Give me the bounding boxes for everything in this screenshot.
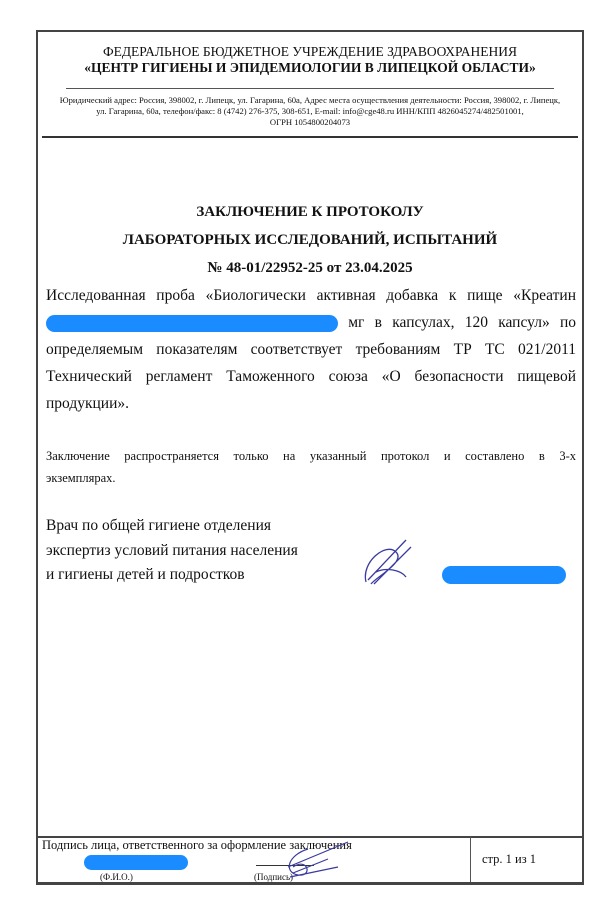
signature-mark-footer bbox=[268, 837, 358, 882]
page-number: стр. 1 из 1 bbox=[482, 852, 537, 866]
address-block bbox=[44, 95, 576, 128]
signature-mark bbox=[356, 532, 416, 592]
responsible-label: Подпись лица, ответственного за оформление заключения bbox=[42, 838, 352, 852]
conclusion-line: продукции». bbox=[46, 395, 130, 412]
signature-caption: (Подпись) bbox=[254, 872, 294, 882]
conclusion-text-part: мг в капсулах, 120 капсул» по bbox=[348, 314, 576, 331]
document-frame bbox=[36, 30, 584, 885]
org-line-2: «ЦЕНТР ГИГИЕНЫ И ЭПИДЕМИОЛОГИИ В ЛИПЕЦКОЙ ОБЛАСТИ» bbox=[84, 60, 536, 75]
footer-column-divider bbox=[470, 836, 471, 882]
header-divider bbox=[66, 88, 554, 89]
signer-line: экспертиз условий питания населения bbox=[46, 541, 298, 559]
conclusion-line: Технический регламент Таможенного союза «О безопасности пищевой bbox=[46, 368, 576, 385]
conclusion-line: определяемым показателям соответствует требованиям ТР ТС 021/2011 bbox=[46, 341, 576, 358]
header-bottom-rule bbox=[42, 136, 578, 138]
org-line-1: ФЕДЕРАЛЬНОЕ БЮДЖЕТНОЕ УЧРЕЖДЕНИЕ ЗДРАВООХРАНЕНИЯ bbox=[102, 44, 518, 59]
signer-line: и гигиены детей и подростков bbox=[46, 566, 245, 583]
doc-title-2: ЛАБОРАТОРНЫХ ИССЛЕДОВАНИЙ, ИСПЫТАНИЙ bbox=[122, 232, 498, 248]
protocol-number: № 48-01/22952-25 от 23.04.2025 bbox=[207, 260, 413, 276]
address-line: ул. Гагарина, 60а, телефон/факс: 8 (4742) 276-375, 308-651, E-mail: info@cge48.ru ИНН/КПП 4826045274/482501001, bbox=[96, 106, 524, 116]
doc-title-1: ЗАКЛЮЧЕНИЕ К ПРОТОКОЛУ bbox=[196, 204, 424, 220]
conclusion-line bbox=[46, 309, 576, 336]
address-line: Юридический адрес: Россия, 398002, г. Липецк, ул. Гагарина, 60а, Адрес места осуществления деятельности: Россия, 398002, г. Липецк, bbox=[59, 95, 561, 105]
redaction-responsible-name bbox=[84, 855, 188, 870]
scope-note bbox=[46, 445, 576, 489]
note-line: Заключение распространяется только на указанный протокол и составлено в 3-х bbox=[46, 449, 576, 463]
ogrn-line: ОГРН 1054800204073 bbox=[269, 117, 351, 127]
conclusion-text bbox=[46, 282, 576, 417]
note-line: экземплярах. bbox=[46, 471, 116, 485]
name-caption: (Ф.И.О.) bbox=[100, 872, 133, 882]
redaction-signer-name bbox=[442, 566, 566, 584]
signer-title bbox=[46, 514, 298, 588]
signer-line: Врач по общей гигиене отделения bbox=[46, 517, 272, 534]
redaction-product bbox=[46, 315, 338, 332]
conclusion-line: Исследованная проба «Биологически активная добавка к пище «Креатин bbox=[46, 287, 576, 304]
